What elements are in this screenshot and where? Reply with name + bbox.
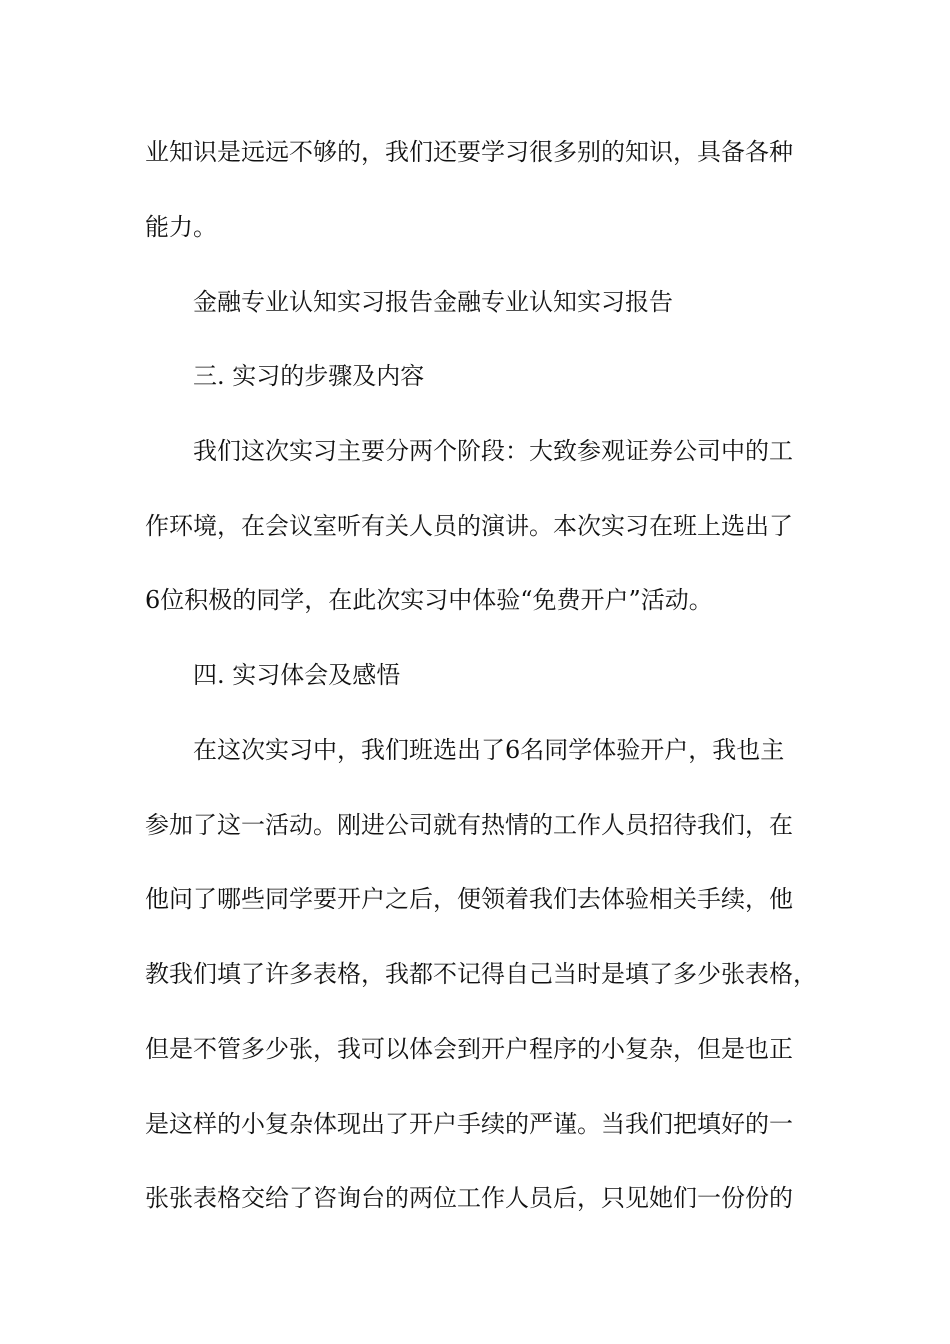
paragraph-line: 但是不管多少张，我可以体会到开户程序的小复杂，但是也正 — [145, 1035, 793, 1063]
section-heading: 四. 实习体会及感悟 — [193, 661, 401, 689]
paragraph-line: 教我们填了许多表格，我都不记得自己当时是填了多少张表格， — [145, 960, 817, 988]
section-heading: 三. 实习的步骤及内容 — [193, 362, 425, 390]
paragraph-line: 能力。 — [145, 213, 217, 241]
paragraph-line: 作环境，在会议室听有关人员的演讲。本次实习在班上选出了 — [145, 512, 793, 540]
paragraph-line: 在这次实习中，我们班选出了6名同学体验开户，我也主 — [193, 736, 785, 764]
report-title-line: 金融专业认知实习报告金融专业认知实习报告 — [193, 288, 673, 316]
paragraph-line: 参加了这一活动。刚进公司就有热情的工作人员招待我们，在 — [145, 811, 793, 839]
paragraph-line: 是这样的小复杂体现出了开户手续的严谨。当我们把填好的一 — [145, 1110, 793, 1138]
paragraph-line: 业知识是远远不够的，我们还要学习很多别的知识，具备各种 — [145, 138, 793, 166]
paragraph-line: 他问了哪些同学要开户之后，便领着我们去体验相关手续，他 — [145, 885, 793, 913]
paragraph-line: 我们这次实习主要分两个阶段：大致参观证券公司中的工 — [193, 437, 793, 465]
paragraph-line: 张张表格交给了咨询台的两位工作人员后，只见她们一份份的 — [145, 1184, 793, 1212]
paragraph-line: 6位积极的同学，在此次实习中体验“免费开户”活动。 — [145, 586, 713, 614]
